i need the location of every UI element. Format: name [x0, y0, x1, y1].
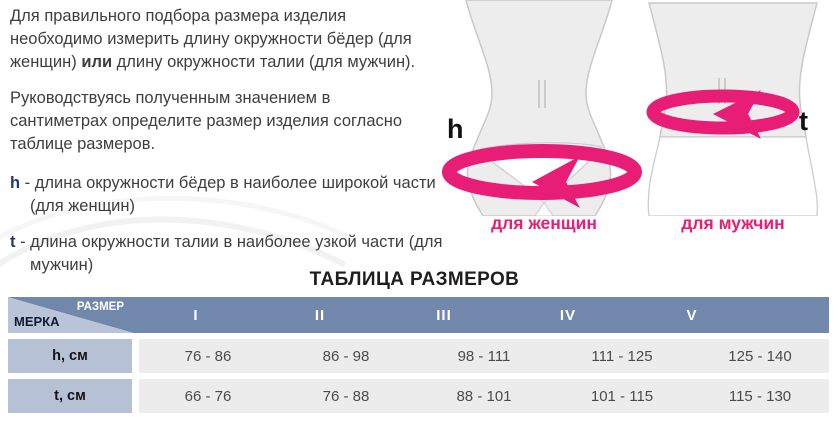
measurement-legend — [10, 172, 443, 277]
intro-p1-bold-or: или — [81, 53, 113, 71]
legend-letter-h: h — [10, 174, 21, 192]
intro-p1-after: длину окружности талии (для мужчин). — [112, 53, 416, 71]
marker-h-label: h — [447, 114, 464, 144]
legend-letter-t: t — [10, 233, 16, 251]
row-values-waist — [139, 379, 829, 413]
size-table-title: ТАБЛИЦА РАЗМЕРОВ — [309, 269, 520, 290]
cell-h-5: 125 - 140 — [728, 347, 792, 365]
legend-text-waist: длина окружности талии в наиболее узкой части (для мужчин) — [30, 233, 443, 274]
cell-h-1: 76 - 86 — [184, 347, 232, 365]
legend-separator: - — [20, 174, 35, 192]
column-header-4: IV — [559, 306, 577, 324]
row-values-hips — [139, 339, 829, 373]
row-gap — [132, 339, 139, 373]
legend-item-hips — [10, 172, 444, 218]
marker-t-label: t — [799, 106, 808, 136]
cell-t-2: 76 - 88 — [322, 387, 370, 405]
cell-h-4: 111 - 125 — [591, 347, 653, 365]
female-torso-illustration — [438, 0, 650, 216]
intro-p1-before: Для правильного подбора размера изделия необходимо измерить длину окружности бёдер (для женщин) — [10, 7, 412, 71]
cell-t-1: 66 - 76 — [184, 387, 232, 405]
legend-separator: - — [15, 233, 31, 251]
intro-paragraph-2: Руководствуясь полученным значением в сантиметрах определите размер изделия согласно таблице размеров. — [10, 89, 403, 153]
column-header-2: II — [314, 306, 326, 324]
size-table-corner-cell — [8, 297, 134, 333]
cell-t-4: 101 - 115 — [590, 387, 654, 405]
intro-paragraph-1 — [10, 5, 424, 74]
male-pants-shape — [648, 137, 817, 216]
size-table-header-row — [8, 297, 829, 333]
legend-text-hips: длина окружности бёдер в наиболее широкой части (для женщин) — [30, 174, 436, 215]
column-header-3: III — [436, 306, 452, 324]
corner-label-measure: МЕРКА — [14, 314, 60, 329]
column-header-5: V — [686, 306, 698, 324]
table-row-waist — [8, 379, 829, 413]
intro-text-block — [10, 5, 443, 290]
cell-h-2: 86 - 98 — [322, 347, 370, 365]
male-figure-caption: для мужчин — [681, 213, 785, 233]
header-filler — [754, 297, 829, 333]
corner-label-size: РАЗМЕР — [76, 301, 124, 313]
row-label-t: t, см — [8, 379, 132, 413]
cell-h-3: 98 - 111 — [457, 347, 511, 365]
cell-t-5: 115 - 130 — [728, 387, 792, 405]
cell-t-3: 88 - 101 — [456, 387, 512, 405]
row-label-h: h, см — [8, 339, 132, 373]
row-gap — [132, 379, 139, 413]
table-row-hips — [8, 339, 829, 373]
female-figure-caption: для женщин — [491, 213, 597, 233]
column-header-1: I — [193, 306, 199, 324]
